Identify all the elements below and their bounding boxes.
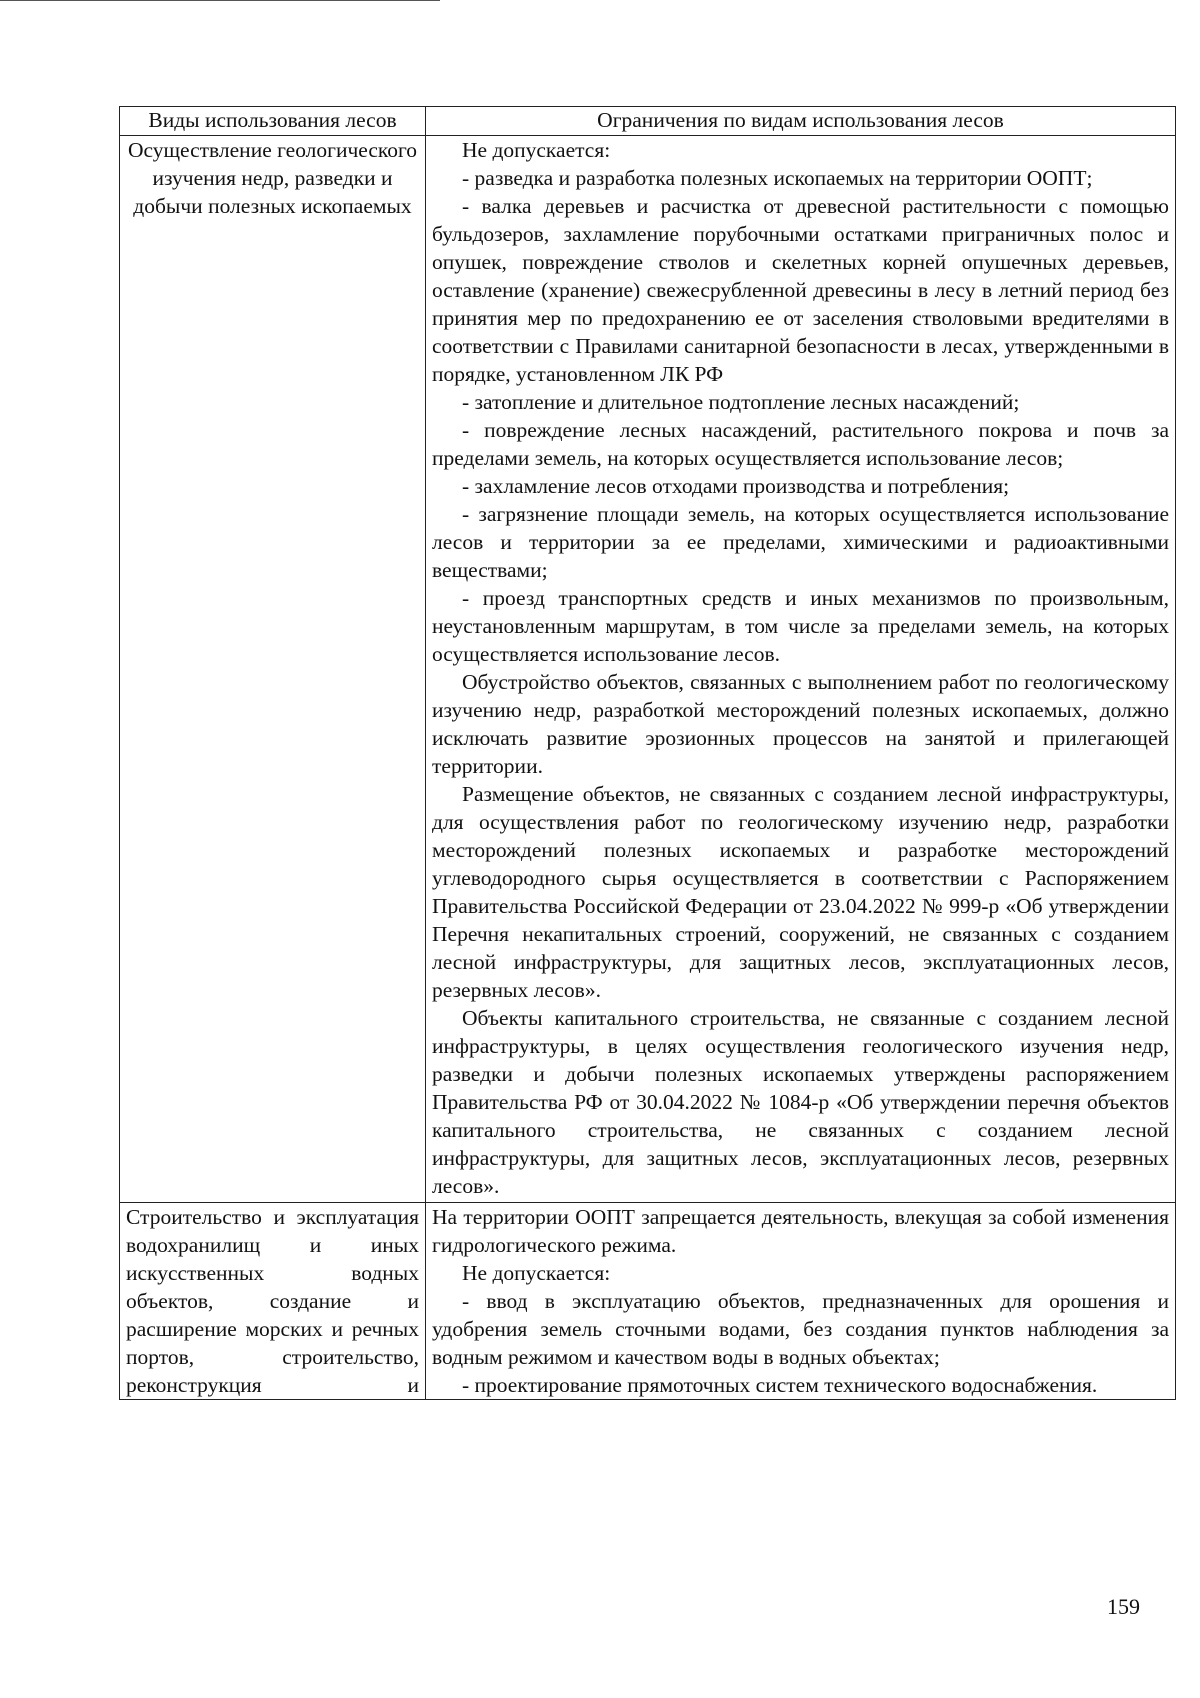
restriction-paragraph: Не допускается: (462, 138, 611, 162)
restriction-paragraph: На территории ООПТ запрещается деятельность, влекущая за собой изменения гидрологического режима. (432, 1205, 1169, 1257)
restriction-paragraph: - захламление лесов отходами производства и потребления; (462, 474, 1010, 498)
restriction-paragraph: - затопление и длительное подтопление лесных насаждений; (462, 390, 1020, 414)
table-row (120, 1203, 1176, 1400)
page-number: 159 (1107, 1594, 1140, 1619)
restriction-paragraph: Объекты капитального строительства, не связанные с созданием лесной инфраструктуры, в целях осуществления геологического изучения недр, разведки и добычи полезных ископаемых утверждены распоряжением Правительства РФ от 30.04.2022 № 1084-р «Об утверждении перечня объектов капитального строительства, не связанных с созданием лесной инфраструктуры, для защитных лесов, эксплуатационных лесов, резервных лесов». (432, 1006, 1169, 1198)
table-header-row (120, 107, 1176, 136)
restrictions-cell (426, 1203, 1176, 1400)
restriction-paragraph: - повреждение лесных насаждений, растительного покрова и почв за пределами земель, на которых осуществляется использование лесов; (432, 418, 1169, 470)
restriction-paragraph: - ввод в эксплуатацию объектов, предназначенных для орошения и удобрения земель сточными водами, без создания пунктов наблюдения за водным режимом и качеством воды в водных объектах; (432, 1289, 1169, 1369)
header-restrictions: Ограничения по видам использования лесов (426, 107, 1176, 136)
restrictions-cell (426, 136, 1176, 1203)
scan-edge-line (0, 0, 440, 1)
restriction-paragraph: Размещение объектов, не связанных с созданием лесной инфраструктуры, для осуществления работ по геологическому изучению недр, разработки месторождений полезных ископаемых и разработке месторождений углеводородного сырья осуществляется в соответствии с Распоряжением Правительства Российской Федерации от 23.04.2022 № 999-р «Об утверждении Перечня некапитальных строений, сооружений, не связанных с созданием лесной инфраструктуры, для защитных лесов, эксплуатационных лесов, резервных лесов». (432, 782, 1169, 1002)
restriction-paragraph: Обустройство объектов, связанных с выполнением работ по геологическому изучению недр, разработкой месторождений полезных ископаемых, должно исключать развитие эрозионных процессов на занятой и прилегающей территории. (432, 670, 1169, 778)
restriction-paragraph: Не допускается: (462, 1261, 611, 1285)
restriction-paragraph: - проектирование прямоточных систем технического водоснабжения. (462, 1373, 1098, 1397)
restriction-paragraph: - валка деревьев и расчистка от древесной растительности с помощью бульдозеров, захламление порубочными остатками приграничных полос и опушек, повреждение стволов и скелетных корней опушечных деревьев, оставление (хранение) свежесрубленной древесины в лесу в летний период без принятия мер по предохранению ее от заселения стволовыми вредителями в соответствии с Правилами санитарной безопасности в лесах, утвержденными в порядке, установленном ЛК РФ (432, 194, 1169, 386)
restriction-paragraph: - загрязнение площади земель, на которых осуществляется использование лесов и территории за ее пределами, химическими и радиоактивными веществами; (432, 502, 1169, 582)
forest-use-cell: Осуществление геологического изучения недр, разведки и добычи полезных ископаемых (120, 136, 426, 1203)
table-row (120, 136, 1176, 1203)
restriction-paragraph: - проезд транспортных средств и иных механизмов по произвольным, неустановленным маршрутам, в том числе за пределами земель, на которых осуществляется использование лесов. (432, 586, 1169, 666)
restriction-paragraph: - разведка и разработка полезных ископаемых на территории ООПТ; (462, 166, 1093, 190)
header-forest-use-types: Виды использования лесов (120, 107, 426, 136)
forest-use-cell: Строительство и эксплуатация водохранилищ и иных искусственных водных объектов, создание и расширение морских и речных портов, строительство, реконструкция и (120, 1203, 426, 1400)
forest-use-restrictions-table (119, 106, 1176, 1400)
